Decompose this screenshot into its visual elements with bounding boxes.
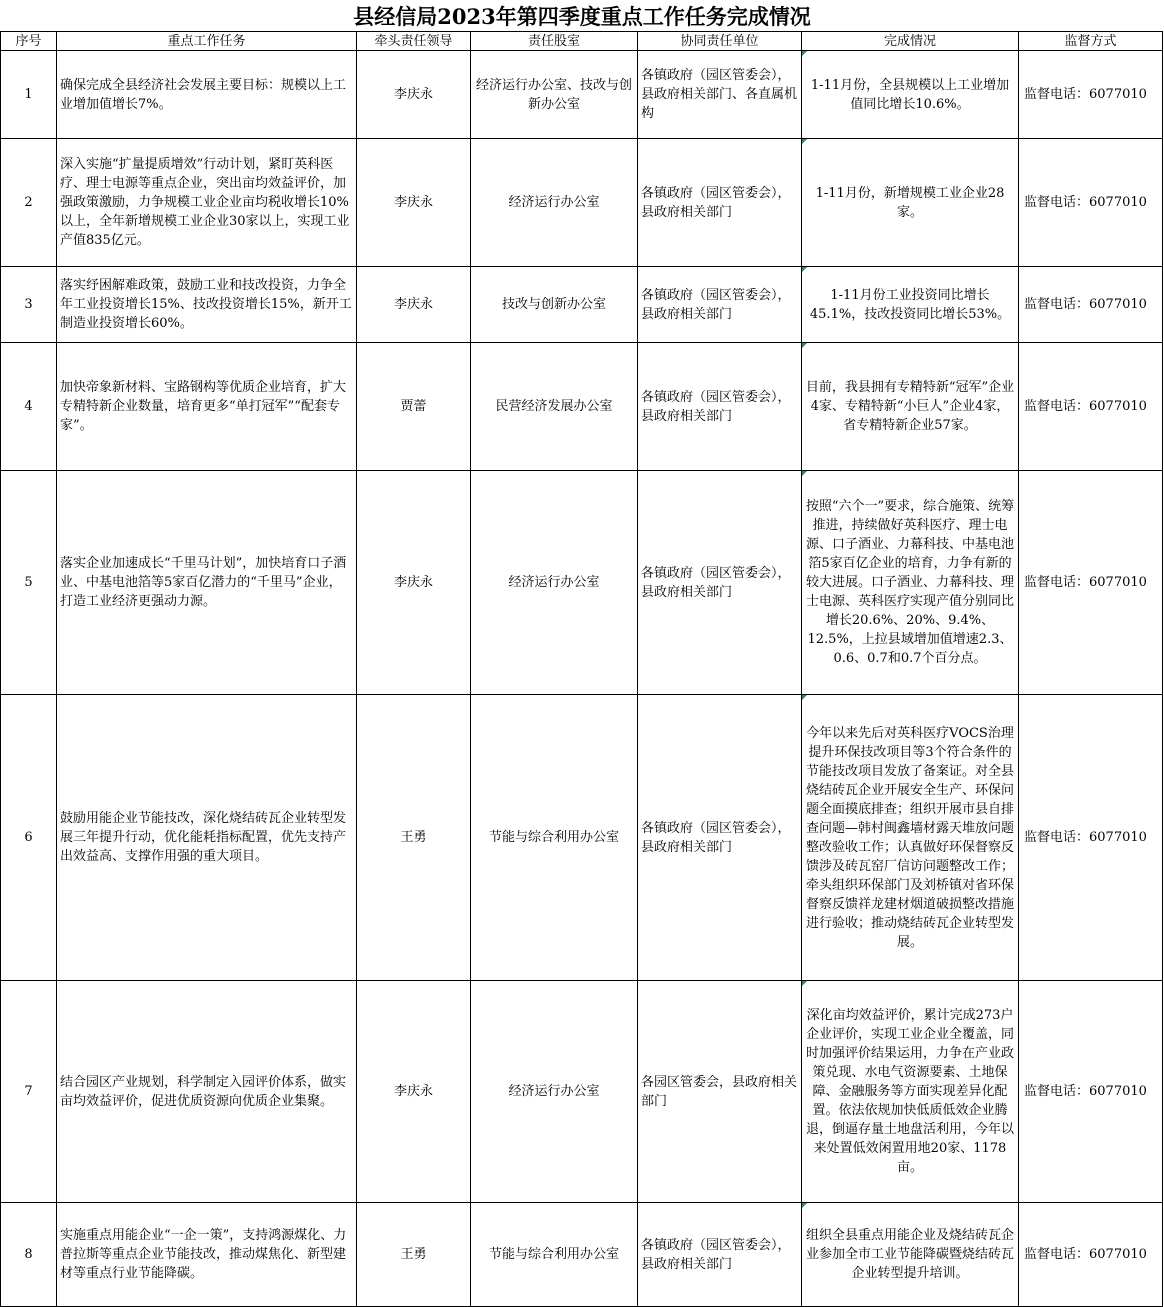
row-no: 4 [1,343,57,471]
table-row [1,471,1163,695]
row-leader: 李庆永 [357,267,471,343]
row-partners: 各镇政府（园区管委会），县政府相关部门 [638,343,802,471]
header-status: 完成情况 [802,32,1019,51]
header-supervision: 监督方式 [1019,32,1163,51]
row-no: 1 [1,51,57,139]
row-supervision: 监督电话：6077010 [1019,139,1163,267]
row-leader: 李庆永 [357,471,471,695]
row-status: 1-11月份，全县规模以上工业增加值同比增长10.6%。 [802,51,1019,139]
header-leader: 牵头责任领导 [357,32,471,51]
row-office: 经济运行办公室、技改与创新办公室 [471,51,638,139]
row-status: 按照“六个一”要求，综合施策、统筹推进，持续做好英科医疗、理士电源、口子酒业、力幕科技、中基电池箔5家百亿企业的培育，力争有新的较大进展。口子酒业、力幕科技、理士电源、英科医疗实现产值分别同比增长20.6%、20%、9.4%、12.5%，上拉县域增加值增速2.3、0.6、0.7和0.7个百分点。 [802,471,1019,695]
table-row [1,1203,1163,1307]
table-row [1,981,1163,1203]
row-office: 经济运行办公室 [471,139,638,267]
row-task: 深入实施“扩量提质增效”行动计划，紧盯英科医疗、理士电源等重点企业，突出亩均效益评价，加强政策激励，力争规模工业企业亩均税收增长10%以上，全年新增规模工业企业30家以上，实现工业产值835亿元。 [57,139,357,267]
row-leader: 王勇 [357,1203,471,1307]
header-no: 序号 [1,32,57,51]
row-partners: 各镇政府（园区管委会），县政府相关部门 [638,695,802,981]
row-no: 8 [1,1203,57,1307]
header-row [1,32,1163,51]
row-leader: 李庆永 [357,139,471,267]
row-office: 民营经济发展办公室 [471,343,638,471]
table-row [1,51,1163,139]
row-partners: 各镇政府（园区管委会），县政府相关部门、各直属机构 [638,51,802,139]
row-no: 3 [1,267,57,343]
task-table [0,31,1163,1307]
row-leader: 王勇 [357,695,471,981]
table-row [1,139,1163,267]
row-supervision: 监督电话：6077010 [1019,471,1163,695]
row-task: 落实纾困解难政策，鼓励工业和技改投资，力争全年工业投资增长15%、技改投资增长15%，新开工制造业投资增长60%。 [57,267,357,343]
row-supervision: 监督电话：6077010 [1019,1203,1163,1307]
table-row [1,695,1163,981]
row-status: 目前，我县拥有专精特新“冠军”企业4家、专精特新“小巨人”企业4家，省专精特新企业57家。 [802,343,1019,471]
header-partners: 协同责任单位 [638,32,802,51]
row-no: 6 [1,695,57,981]
table-row [1,343,1163,471]
row-task: 确保完成全县经济社会发展主要目标：规模以上工业增加值增长7%。 [57,51,357,139]
row-supervision: 监督电话：6077010 [1019,267,1163,343]
row-task: 鼓励用能企业节能技改，深化烧结砖瓦企业转型发展三年提升行动，优化能耗指标配置，优先支持产出效益高、支撑作用强的重大项目。 [57,695,357,981]
row-task: 实施重点用能企业“一企一策”，支持鸿源煤化、力普拉斯等重点企业节能技改，推动煤焦化、新型建材等重点行业节能降碳。 [57,1203,357,1307]
row-task: 结合园区产业规划，科学制定入园评价体系，做实亩均效益评价，促进优质资源向优质企业集聚。 [57,981,357,1203]
row-status: 深化亩均效益评价，累计完成273户企业评价，实现工业企业全覆盖，同时加强评价结果运用，力争在产业政策兑现、水电气资源要素、土地保障、金融服务等方面实现差异化配置。依法依规加快低质低效企业腾退，倒逼存量土地盘活利用，今年以来处置低效闲置用地20家、1178亩。 [802,981,1019,1203]
row-status: 1-11月份工业投资同比增长45.1%，技改投资同比增长53%。 [802,267,1019,343]
row-no: 2 [1,139,57,267]
row-partners: 各园区管委会，县政府相关部门 [638,981,802,1203]
row-status: 1-11月份，新增规模工业企业28家。 [802,139,1019,267]
row-leader: 李庆永 [357,51,471,139]
row-partners: 各镇政府（园区管委会），县政府相关部门 [638,139,802,267]
row-no: 7 [1,981,57,1203]
row-partners: 各镇政府（园区管委会），县政府相关部门 [638,267,802,343]
row-office: 经济运行办公室 [471,981,638,1203]
row-supervision: 监督电话：6077010 [1019,343,1163,471]
row-office: 节能与综合利用办公室 [471,1203,638,1307]
row-task: 加快帝象新材料、宝路钢构等优质企业培育，扩大专精特新企业数量，培育更多“单打冠军”“配套专家”。 [57,343,357,471]
row-no: 5 [1,471,57,695]
row-task: 落实企业加速成长“千里马计划”，加快培育口子酒业、中基电池箔等5家百亿潜力的“千里马”企业，打造工业经济更强动力源。 [57,471,357,695]
row-leader: 李庆永 [357,981,471,1203]
row-supervision: 监督电话：6077010 [1019,51,1163,139]
row-supervision: 监督电话：6077010 [1019,981,1163,1203]
table-row [1,267,1163,343]
row-partners: 各镇政府（园区管委会），县政府相关部门 [638,1203,802,1307]
header-office: 责任股室 [471,32,638,51]
row-office: 经济运行办公室 [471,471,638,695]
table-title: 县经信局2023年第四季度重点工作任务完成情况 [353,3,811,29]
row-office: 技改与创新办公室 [471,267,638,343]
header-task: 重点工作任务 [57,32,357,51]
row-status: 今年以来先后对英科医疗VOCS治理提升环保技改项目等3个符合条件的节能技改项目发放了备案证。对全县烧结砖瓦企业开展安全生产、环保问题全面摸底排查；组织开展市县自排查问题—韩村闽鑫墙材露天堆放问题整改验收工作；认真做好环保督察反馈涉及砖瓦窑厂信访问题整改工作；牵头组织环保部门及刘桥镇对省环保督察反馈祥龙建材烟道破损整改措施进行验收；推动烧结砖瓦企业转型发展。 [802,695,1019,981]
row-leader: 贾蕾 [357,343,471,471]
row-office: 节能与综合利用办公室 [471,695,638,981]
row-supervision: 监督电话：6077010 [1019,695,1163,981]
row-partners: 各镇政府（园区管委会），县政府相关部门 [638,471,802,695]
row-status: 组织全县重点用能企业及烧结砖瓦企业参加全市工业节能降碳暨烧结砖瓦企业转型提升培训。 [802,1203,1019,1307]
